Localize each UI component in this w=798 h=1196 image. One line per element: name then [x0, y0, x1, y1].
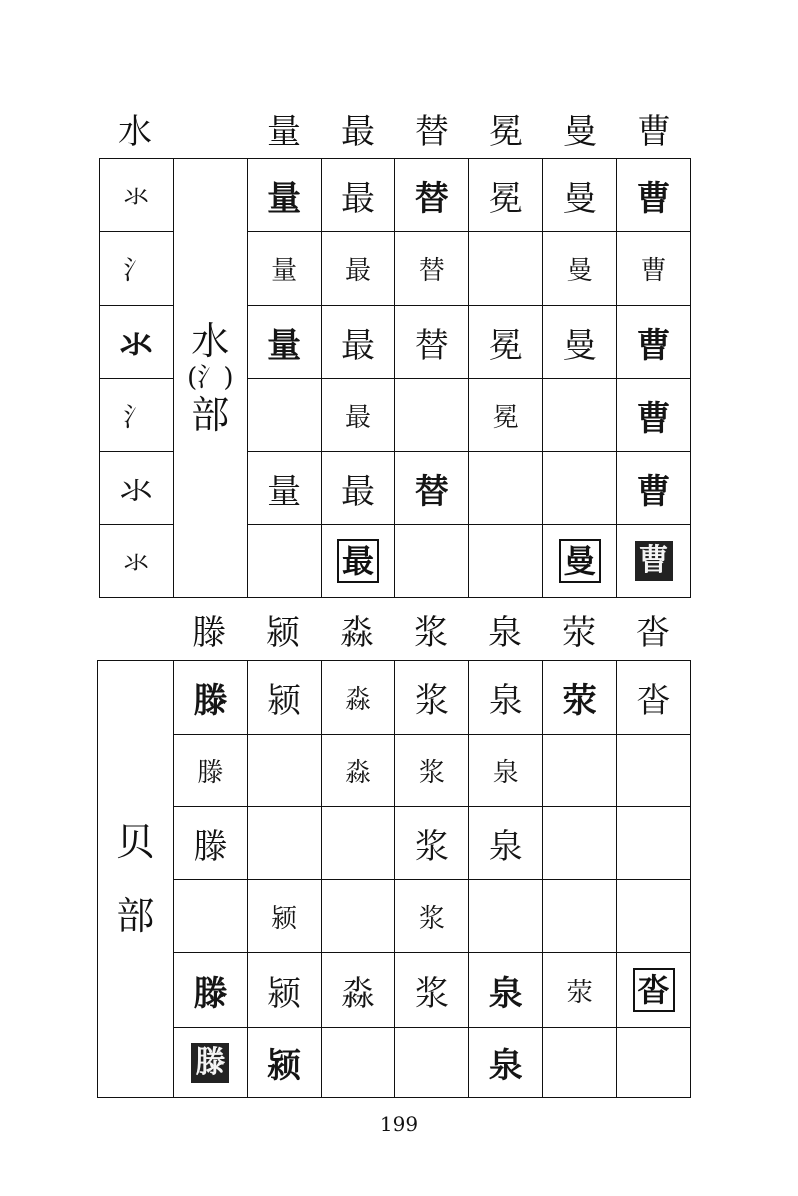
radical-label-char1: 贝 — [116, 820, 155, 864]
column-header-6: 曹 — [637, 112, 671, 152]
glyph-cell — [543, 525, 617, 598]
glyph-cell — [617, 306, 691, 379]
glyph-cell — [543, 306, 617, 379]
glyph-cell — [247, 379, 321, 452]
glyph-cell — [469, 953, 543, 1028]
glyph-cell — [247, 880, 321, 953]
glyph: 荥 — [566, 977, 593, 1008]
radical-variant-glyph: 氵 — [123, 402, 150, 433]
glyph: 曹 — [636, 325, 671, 366]
glyph: 泉 — [492, 758, 519, 788]
glyph: 滕 — [197, 758, 224, 788]
glyph: 淼 — [345, 758, 372, 788]
glyph: 滕 — [193, 973, 228, 1014]
glyph-cell — [321, 880, 395, 953]
glyph-cell — [173, 807, 247, 880]
glyph-cell — [173, 735, 247, 807]
glyph: 泉 — [488, 826, 523, 867]
glyph: 浆 — [418, 903, 445, 934]
glyph: 淼 — [341, 973, 376, 1014]
page-number: 199 — [379, 1112, 419, 1136]
column-header-b2: 颍 — [266, 613, 300, 653]
radical-variant-glyph: 氺 — [119, 471, 154, 512]
glyph: 曼 — [562, 178, 597, 219]
column-header-2: 最 — [341, 112, 375, 152]
glyph-cell — [321, 661, 395, 735]
glyph-cell — [617, 232, 691, 306]
radical-variant-cell — [100, 306, 174, 379]
glyph-cell — [247, 953, 321, 1028]
glyph: 冕 — [488, 325, 523, 366]
glyph-seal: 曼 — [559, 539, 601, 583]
glyph-cell — [321, 452, 395, 525]
column-header-b4: 浆 — [414, 613, 448, 653]
radical-variant-glyph: 氺 — [119, 325, 154, 366]
column-header-b7: 沓 — [636, 613, 670, 653]
glyph-cell — [617, 159, 691, 232]
glyph-seal: 沓 — [633, 968, 675, 1012]
column-header-5: 曼 — [563, 112, 597, 152]
glyph: 颍 — [267, 681, 302, 721]
glyph-cell — [395, 1028, 469, 1098]
glyph: 量 — [271, 256, 298, 286]
glyph-cell — [173, 1028, 247, 1098]
glyph-cell — [395, 452, 469, 525]
glyph: 荥 — [562, 681, 597, 721]
glyph-cell — [469, 1028, 543, 1098]
glyph: 最 — [341, 325, 376, 366]
glyph-cell — [247, 525, 321, 598]
glyph-cell — [395, 159, 469, 232]
glyph-cell — [247, 807, 321, 880]
glyph-cell — [395, 807, 469, 880]
glyph: 曹 — [640, 256, 667, 286]
glyph: 浆 — [414, 973, 449, 1014]
radical-header-water: 水 — [118, 112, 152, 152]
glyph: 沓 — [636, 681, 671, 721]
glyph-cell — [395, 880, 469, 953]
glyph: 替 — [414, 325, 449, 366]
glyph-cell — [469, 232, 543, 306]
glyph-cell — [469, 159, 543, 232]
glyph-cell — [173, 661, 247, 735]
glyph-cell — [543, 379, 617, 452]
bottom-glyph-table — [97, 660, 691, 1098]
glyph-seal: 最 — [337, 539, 379, 583]
glyph-cell — [395, 735, 469, 807]
glyph: 泉 — [488, 1046, 523, 1086]
glyph-cell — [247, 661, 321, 735]
glyph-cell — [247, 232, 321, 306]
glyph-cell — [543, 232, 617, 306]
glyph: 量 — [267, 178, 302, 219]
glyph: 颍 — [271, 903, 298, 934]
radical-label-paren: (氵) — [187, 363, 234, 393]
glyph-cell — [469, 807, 543, 880]
glyph-cell — [247, 306, 321, 379]
glyph: 颍 — [267, 1046, 302, 1086]
radical-variant-glyph: 氵 — [123, 256, 150, 286]
glyph-cell — [543, 953, 617, 1028]
glyph: 曹 — [636, 178, 671, 219]
column-header-b6: 荥 — [562, 613, 596, 653]
column-header-b3: 淼 — [340, 613, 374, 653]
glyph-cell — [469, 880, 543, 953]
glyph-cell — [469, 661, 543, 735]
glyph-cell — [321, 306, 395, 379]
glyph: 最 — [341, 471, 376, 512]
glyph-stone: 曹 — [635, 541, 673, 581]
glyph-cell — [395, 306, 469, 379]
radical-variant-cell — [100, 232, 174, 306]
radical-variant-cell — [100, 159, 174, 232]
glyph-cell — [469, 379, 543, 452]
glyph-cell — [321, 1028, 395, 1098]
glyph-cell — [247, 452, 321, 525]
glyph-cell — [395, 232, 469, 306]
radical-label-char2: 部 — [191, 393, 230, 437]
top-glyph-table — [99, 158, 691, 598]
glyph-cell — [469, 525, 543, 598]
glyph: 量 — [267, 325, 302, 366]
glyph-cell — [395, 953, 469, 1028]
glyph-cell — [617, 661, 691, 735]
column-header-b5: 泉 — [488, 613, 522, 653]
column-header-4: 冕 — [489, 112, 523, 152]
glyph-cell — [617, 880, 691, 953]
glyph: 曼 — [562, 325, 597, 366]
glyph-stone: 滕 — [191, 1043, 229, 1083]
radical-label-cell — [173, 159, 247, 598]
glyph: 替 — [418, 256, 445, 286]
radical-label-char2: 部 — [116, 894, 155, 938]
glyph-cell — [617, 452, 691, 525]
glyph-cell — [321, 379, 395, 452]
radical-variant-glyph: 氺 — [123, 548, 150, 579]
glyph: 曹 — [636, 471, 671, 512]
column-header-b1: 滕 — [192, 613, 226, 653]
glyph-cell — [321, 232, 395, 306]
glyph-cell — [543, 807, 617, 880]
glyph-cell — [469, 735, 543, 807]
glyph-cell — [469, 306, 543, 379]
glyph: 浆 — [414, 826, 449, 867]
glyph: 泉 — [488, 973, 523, 1014]
glyph: 替 — [414, 178, 449, 219]
glyph-cell — [321, 807, 395, 880]
radical-variant-cell — [100, 525, 174, 598]
glyph-cell — [247, 1028, 321, 1098]
glyph: 滕 — [193, 826, 228, 867]
radical-label-cell — [98, 661, 174, 1098]
glyph: 最 — [345, 402, 372, 433]
glyph: 最 — [341, 178, 376, 219]
glyph-cell — [617, 1028, 691, 1098]
glyph: 量 — [267, 471, 302, 512]
radical-variant-glyph: 氺 — [123, 182, 150, 213]
glyph: 最 — [345, 256, 372, 286]
glyph: 浆 — [414, 681, 449, 721]
glyph-cell — [617, 379, 691, 452]
glyph-cell — [247, 735, 321, 807]
glyph-cell — [543, 661, 617, 735]
glyph: 曹 — [636, 398, 671, 439]
glyph: 浆 — [418, 758, 445, 788]
glyph-cell — [617, 807, 691, 880]
glyph-cell — [395, 379, 469, 452]
glyph-cell — [543, 880, 617, 953]
glyph-cell — [173, 880, 247, 953]
glyph: 淼 — [345, 685, 372, 715]
glyph-cell — [469, 452, 543, 525]
column-header-3: 替 — [415, 112, 449, 152]
glyph: 颍 — [267, 973, 302, 1014]
glyph-cell — [395, 525, 469, 598]
glyph: 泉 — [488, 681, 523, 721]
glyph: 滕 — [193, 681, 228, 721]
glyph-cell — [543, 1028, 617, 1098]
glyph: 替 — [414, 471, 449, 512]
glyph-cell — [617, 735, 691, 807]
glyph-cell — [543, 159, 617, 232]
glyph-cell — [395, 661, 469, 735]
glyph-cell — [321, 159, 395, 232]
glyph-cell — [173, 953, 247, 1028]
glyph: 冕 — [492, 402, 519, 433]
glyph-cell — [543, 735, 617, 807]
radical-variant-cell — [100, 452, 174, 525]
glyph: 冕 — [488, 178, 523, 219]
radical-label-char1: 水 — [191, 319, 230, 363]
glyph-cell — [617, 525, 691, 598]
radical-label-paren-char: 氵 — [197, 363, 224, 393]
glyph-cell — [617, 953, 691, 1028]
glyph-cell — [321, 525, 395, 598]
glyph-cell — [321, 735, 395, 807]
glyph: 曼 — [566, 256, 593, 286]
column-header-1: 量 — [267, 112, 301, 152]
radical-variant-cell — [100, 379, 174, 452]
glyph-cell — [321, 953, 395, 1028]
glyph-cell — [247, 159, 321, 232]
glyph-cell — [543, 452, 617, 525]
